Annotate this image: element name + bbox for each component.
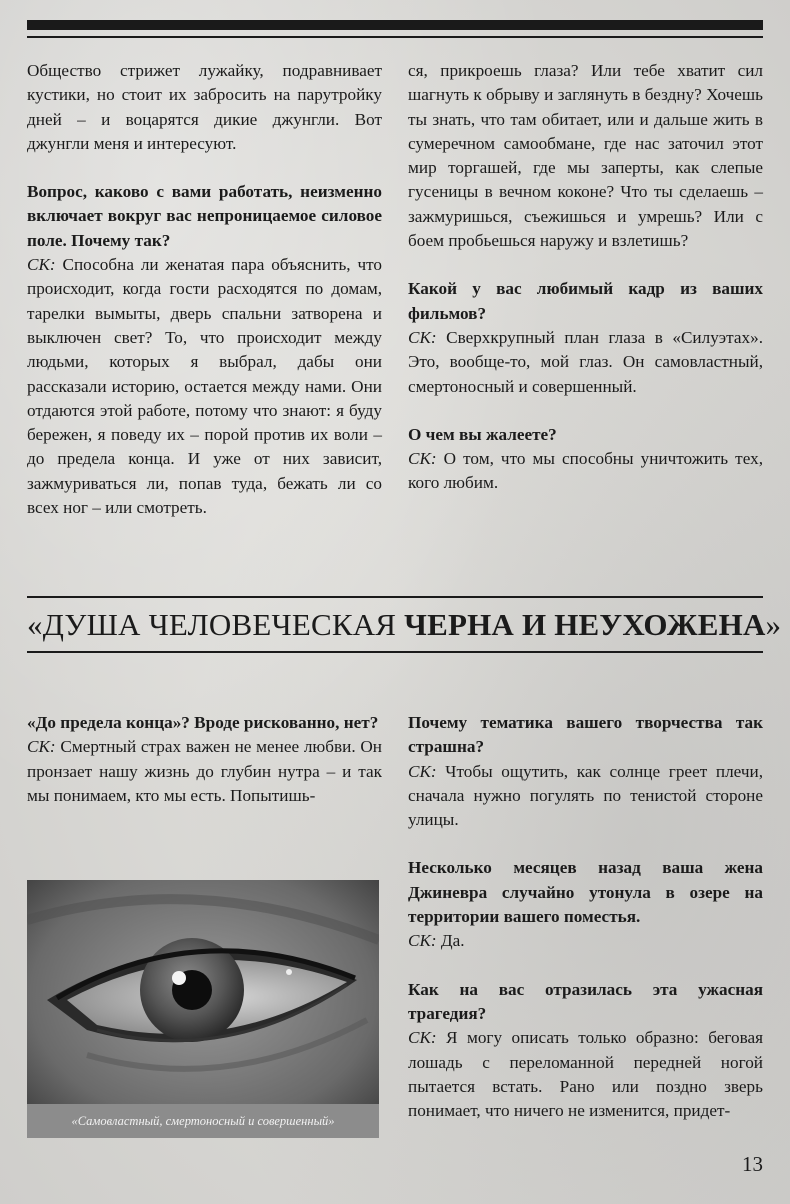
heading-part-light: «ДУША ЧЕЛОВЕЧЕСКАЯ xyxy=(27,607,405,642)
page-number: 13 xyxy=(742,1152,763,1176)
top-thin-rule xyxy=(27,36,763,38)
speaker-label: СК: xyxy=(408,1028,437,1048)
answer-text: Сверхкрупный план глаза в «Силуэтах». Это, вообще-то, мой глаз. Он самовластный, смертоносный и совершенный. xyxy=(408,327,763,396)
speaker-label: СК: xyxy=(27,737,56,757)
upper-right-column xyxy=(408,59,763,496)
answer xyxy=(408,1026,763,1123)
heading-part-bold: ЧЕРНА И НЕУХОЖЕНА xyxy=(404,607,766,642)
section-heading xyxy=(27,600,782,650)
question: Почему тематика вашего творчества так страшна? xyxy=(408,713,763,757)
speaker-label: СК: xyxy=(408,449,437,469)
eye-photo xyxy=(27,880,379,1138)
photo-caption: «Самовластный, смертоносный и совершенный» xyxy=(27,1104,379,1138)
lower-right-column xyxy=(408,711,763,1123)
answer xyxy=(408,326,763,399)
heading-top-rule xyxy=(27,596,763,598)
speaker-label: СК: xyxy=(408,761,437,781)
upper-left-column xyxy=(27,59,382,520)
answer-text: Способна ли женатая пара объяснить, что происходит, когда гости расходятся по домам, тарелки вымыты, дверь спальни затворена и выключен свет? То, что происходит между людьми, которых я выбрал, дабы они рассказали историю, остается между нами. Они отдаются этой работе, потому что знают: я буду бережен, я поведу их – порой против их воли – до предела конца. И уже от них зависит, зажмуриваться ли, попав туда, бежать ли со всех ног – или смотреть. xyxy=(27,255,382,518)
eye-icon xyxy=(27,880,379,1138)
speaker-label: СК: xyxy=(27,255,56,275)
speaker-label: СК: xyxy=(408,931,437,951)
paragraph: ся, прикроешь глаза? Или тебе хватит сил шагнуть к обрыву и заглянуть в бездну? Хочешь ты знать, что там обитает, или и дальше жить в сумеречном самообмане, где нас заточил этот мир торгашей, где мы заперты, как слепые гусеницы в вечном коконе? Что ты сделаешь – зажмуришься, съежишься и умрешь? Или с боем пробьешься наружу и взлетишь? xyxy=(408,61,763,251)
question: Какой у вас любимый кадр из ваших фильмов? xyxy=(408,279,763,323)
answer-text: Смертный страх важен не менее любви. Он пронзает нашу жизнь до глубин нутра – и так мы понимаем, кто мы есть. Попытишь- xyxy=(27,737,382,805)
heading-part-close: » xyxy=(765,607,782,642)
heading-bottom-rule xyxy=(27,651,763,653)
question: Вопрос, каково с вами работать, неизменно включает вокруг вас непроницаемое силовое поле. Почему так? xyxy=(27,182,382,250)
speaker-label: СК: xyxy=(408,327,437,347)
answer xyxy=(408,760,763,833)
answer-text: О том, что мы способны уничтожить тех, кого любим. xyxy=(408,449,763,493)
answer xyxy=(408,929,763,953)
question: «До предела конца»? Вроде рискованно, нет? xyxy=(27,713,379,732)
answer xyxy=(27,253,382,520)
answer xyxy=(27,735,382,808)
paragraph: Общество стрижет лужайку, подравнивает кустики, но стоит их забросить на парутройку дней – и воцарятся дикие джунгли. Вот джунгли меня и интересуют. xyxy=(27,61,382,153)
question: О чем вы жалеете? xyxy=(408,424,557,444)
top-thick-rule xyxy=(27,20,763,30)
question: Как на вас отразилась эта ужасная трагедия? xyxy=(408,979,763,1023)
lower-left-column xyxy=(27,711,382,808)
answer-text: Я могу описать только образно: беговая лошадь с переломанной передней ногой пытается встать. Рано или поздно зверь понимает, что ничего не изменится, придет- xyxy=(408,1028,763,1121)
answer-text: Чтобы ощутить, как солнце греет плечи, сначала нужно погулять по тенистой стороне улицы. xyxy=(408,761,763,830)
question: Несколько месяцев назад ваша жена Джиневра случайно утонула в озере на территории вашего поместья. xyxy=(408,858,763,927)
answer-text: Да. xyxy=(436,931,465,951)
answer xyxy=(408,447,763,496)
